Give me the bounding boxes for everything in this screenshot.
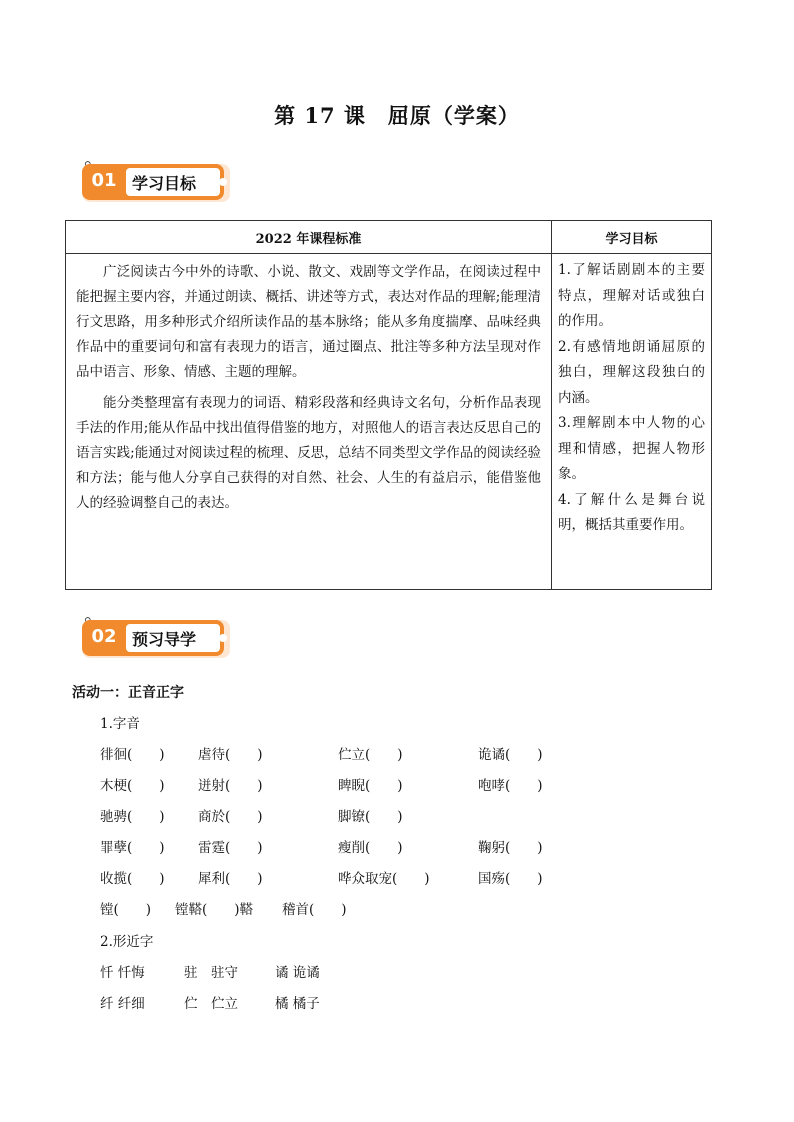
standard-cell xyxy=(66,254,552,590)
pinyin-item: 犀利( ) xyxy=(198,871,263,887)
pinyin-item: 镗( ) xyxy=(100,902,152,918)
pinyin-item: 稽首( ) xyxy=(282,902,347,918)
pinyin-item: 睥睨( ) xyxy=(338,778,403,794)
pinyin-item: 驰骋( ) xyxy=(100,809,165,825)
header-goals: 学习目标 xyxy=(552,221,712,254)
shape-item: 伫 伫立 xyxy=(184,996,238,1012)
pinyin-item: 罪孽( ) xyxy=(100,840,165,856)
header-standard: 2022 年课程标准 xyxy=(66,221,552,254)
goal-item: 4.了解什么是舞台说明，概括其重要作用。 xyxy=(558,491,705,533)
pinyin-item: 虐待( ) xyxy=(198,747,263,763)
pinyin-item: 木梗( ) xyxy=(100,778,165,794)
goals-table xyxy=(65,220,712,590)
pinyin-item: 哗众取宠( ) xyxy=(338,871,430,887)
shape-item: 忏 忏悔 xyxy=(100,965,145,981)
standard-paragraph: 广泛阅读古今中外的诗歌、小说、散文、戏剧等文学作品，在阅读过程中能把握主要内容，并通过朗读、概括、讲述等方式，表达对作品的理解;能理清行文思路，用多种形式介绍所读作品的基本脉络；能从多角度揣摩、品味经典作品中的重要词句和富有表现力的语言，通过圈点、批注等多种方法呈现对作品中语言、形象、情感、主题的理解。 xyxy=(76,264,541,380)
pinyin-item: 诡谲( ) xyxy=(478,747,543,763)
pinyin-item: 迸射( ) xyxy=(198,778,263,794)
shape-item: 橘 橘子 xyxy=(275,996,320,1012)
goal-item: 2.有感情地朗诵屈原的独白，理解这段独白的内涵。 xyxy=(558,338,705,406)
shape-item: 纤 纤细 xyxy=(100,996,145,1012)
goal-item: 1.了解话剧剧本的主要特点，理解对话或独白的作用。 xyxy=(558,262,705,329)
goals-cell xyxy=(552,254,712,590)
pinyin-item: 鞠躬( ) xyxy=(478,840,543,856)
pinyin-item: 徘徊( ) xyxy=(100,747,165,763)
pinyin-heading: 1.字音 xyxy=(100,716,140,732)
section-number: 01 xyxy=(91,170,117,191)
activity-heading: 活动一：正音正字 xyxy=(72,685,184,701)
section-badge-preview xyxy=(80,616,232,660)
shape-heading: 2.形近字 xyxy=(100,934,154,950)
pinyin-item: 瘦削( ) xyxy=(338,840,403,856)
page-title: 第 17 课 屈原（学案） xyxy=(274,103,520,128)
section-number: 02 xyxy=(91,626,117,647)
pinyin-item: 咆哮( ) xyxy=(478,778,543,794)
pinyin-item: 国殇( ) xyxy=(478,871,543,887)
goal-item: 3.理解剧本中人物的心理和情感，把握人物形象。 xyxy=(558,415,705,482)
pinyin-item: 伫立( ) xyxy=(338,747,403,763)
section-label: 预习导学 xyxy=(132,630,197,649)
pinyin-item: 脚镣( ) xyxy=(338,809,403,825)
standard-paragraph: 能分类整理富有表现力的词语、精彩段落和经典诗文名句，分析作品表现手法的作用;能从作品中找出值得借鉴的地方，对照他人的语言表达反思自己的语言实践;能通过对阅读过程的梳理、反思，总结不同类型文学作品的阅读经验和方法；能与他人分享自己获得的对自然、社会、人生的有益启示，能借鉴他人的经验调整自己的表达。 xyxy=(76,395,541,511)
pinyin-item: 收揽( ) xyxy=(100,871,165,887)
section-badge-learning-goals xyxy=(80,160,232,204)
pinyin-item: 雷霆( ) xyxy=(198,840,263,856)
section-label: 学习目标 xyxy=(132,174,197,193)
shape-item: 谲 诡谲 xyxy=(275,965,320,981)
pinyin-item: 商於( ) xyxy=(198,809,263,825)
pinyin-item: 镗鞳( )鞳 xyxy=(175,902,254,918)
shape-item: 驻 驻守 xyxy=(184,965,238,981)
